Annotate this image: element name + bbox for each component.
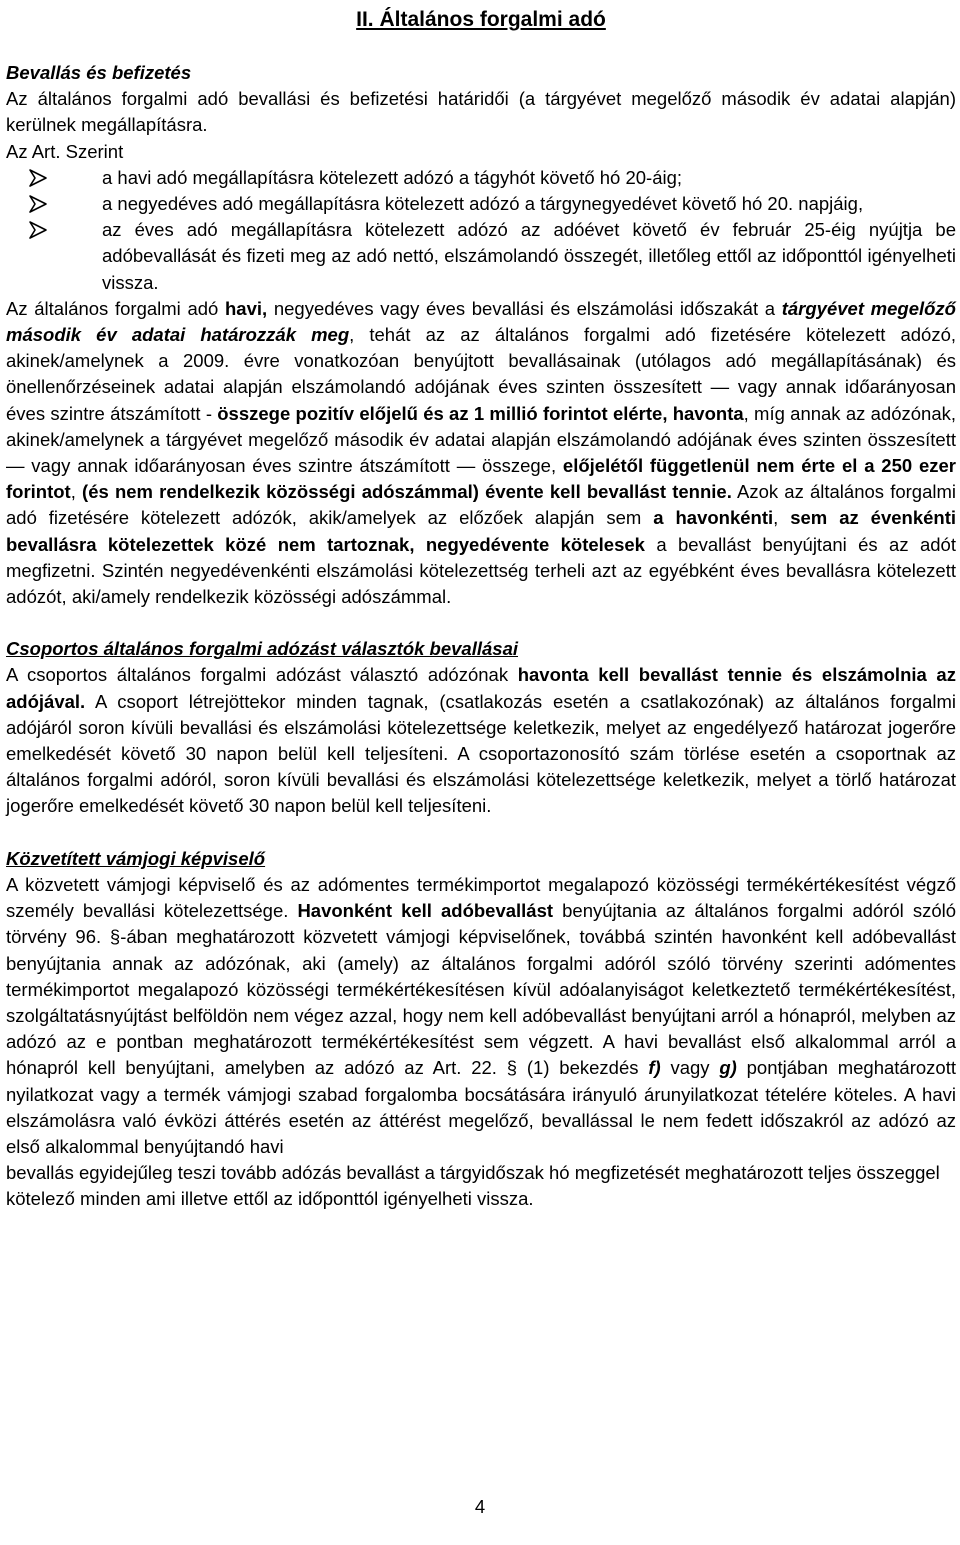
arrow-bullet-icon xyxy=(28,220,48,240)
bullet-text-1: a havi adó megállapításra kötelezett adózó a tágyhót követő hó 20-áig; xyxy=(102,166,683,188)
bullet-text-2: a negyedéves adó megállapításra kötelezett adózó a tárgynegyedévet követő hó 20. napjáig, xyxy=(102,193,864,215)
art-line: Az Art. Szerint xyxy=(6,140,124,162)
customs-representative-paragraph: A közvetett vámjogi képviselő és az adómentes termékimportot megalapozó közösségi termékértékesítést végző személy bevallási kötelezettsége. Havonként kell adóbevallást benyújtania az általános forgalmi adóról szóló törvény 96. §-ában meghatározott közvetett vámjogi képviselőnek, továbbá szintén havonként kell adóbevallást benyújtania annak az adózónak, aki (amely) az általános forgalmi adóról szóló törvény szerinti adómentes termékimportot megalapozó közösségi termékértékesítésen kívül adóalanyiságot keletkeztető termékértékesítést, szolgáltatásnyújtást belföldön nem végez azzal, hogy nem kell adóbevallást benyújtani arról a hónapról, melyben az adózó az e pontban meghatározott termékértékesítést sem végzett. A havi bevallást első alkalommal arról a hónapról kell benyújtani, amelyben az adózó az Art. 22. § (1) bekezdés f) vagy g) pontjában meghatározott nyilatkozat vagy a termék vámjogi szabad forgalomba bocsátására irányuló árunyilatkozat tételére köteles. A havi elszámolásra való évközi áttérés esetén az áttérést megelőző, bevallással le nem fedett időszakról az adózó az első alkalommal benyújtandó havi xyxy=(6,873,957,1157)
spacer xyxy=(6,820,956,846)
vat-period-paragraph: Az általános forgalmi adó havi, negyedéves vagy éves bevallási és elszámolási időszakát a tárgyévet megelőző második év adatai határozzák meg, tehát az az általános forgalmi adó fizetésére kötelezett adózó, akinek/amelynek a 2009. évre vonatkozóan benyújtott bevallásainak (utólagos adó megállapításának) és önellenőrzéseinek adatai alapján elszámolandó adójának éves szinten összesített — vagy annak időarányosan éves szintre átszámított - összege pozitív előjelű és az 1 millió forintot elérte, havonta, míg annak az adózónak, akinek/amelynek a tárgyévet megelőző második év adatai alapján elszámolandó adójának éves szinten összesített — vagy annak időarányosan éves szintre átszámított — összege, előjelétől függetlenül nem érte el a 250 ezer forintot, (és nem rendelkezik közösségi adószámmal) évente kell bevallást tennie. Azok az általános forgalmi adó fizetésére kötelezett adózók, akik/amelyek az előzőek alapján sem a havonkénti, sem az évenkénti bevallásra kötelezettek közé nem tartoznak, negyedévente kötelesek a bevallást benyújtani és az adót megfizetni. Szintén negyedévenkénti elszámolási kötelezettség terheli azt az egyébként éves bevallásra kötelezett adózót, aki/amely rendelkezik közösségi adószámmal. xyxy=(6,297,957,608)
section-heading-bevallas: Bevallás és befizetés xyxy=(6,62,192,83)
list-item xyxy=(6,191,956,217)
section-heading-csoportos: Csoportos általános forgalmi adózást választók bevallásai xyxy=(6,638,519,660)
page-title: II. Általános forgalmi adó xyxy=(356,8,606,31)
intro-paragraph: Az általános forgalmi adó bevallási és befizetési határidői (a tárgyévet megelőző második év adatai alapján) kerülnek megállapításra. xyxy=(6,88,956,136)
document-page xyxy=(6,5,956,1213)
group-vat-paragraph: A csoportos általános forgalmi adózást választó adózónak havonta kell bevallást tennie és elszámolnia az adójával. A csoport létrejöttekor minden tagnak, (csatlakozás esetén a csatlakozónak) az általános forgalmi adójáról soron kívüli bevallási és elszámolási kötelezettsége keletkezik, melyet az engedélyező határozat jogerőre emelkedését követő 30 napon belül kell teljesíteni. A csoportazonosító szám törlése esetén a csoportnak az általános forgalmi adóról, soron kívüli bevallási és elszámolási kötelezettsége keletkezik, melyet a törlő határozat jogerőre emelkedését követő 30 napon belül kell teljesíteni. xyxy=(6,664,956,817)
bullet-text-3: az éves adó megállapításra kötelezett adózó az adóévet követő év február 25-éig nyújtja be adóbevallását és fizeti meg az adó nettó, elszámolandó összegét, illetőleg ettől az időponttól igényelheti vissza. xyxy=(102,219,956,293)
deadline-list xyxy=(6,165,956,296)
spacer xyxy=(6,610,956,636)
customs-paragraph-end: bevallás egyidejűleg teszi tovább adózás bevallást a tárgyidőszak hó megfizetését meghatározott teljes összeggel kötelező minden ami illetve ettől az időponttól igényelheti vissza. xyxy=(6,1162,940,1210)
section-heading-vamjogi: Közvetített vámjogi képviselő xyxy=(6,847,266,869)
list-item xyxy=(6,217,956,296)
arrow-bullet-icon xyxy=(28,194,48,214)
arrow-bullet-icon xyxy=(28,168,48,188)
page-number: 4 xyxy=(474,1496,486,1517)
list-item xyxy=(6,165,956,191)
